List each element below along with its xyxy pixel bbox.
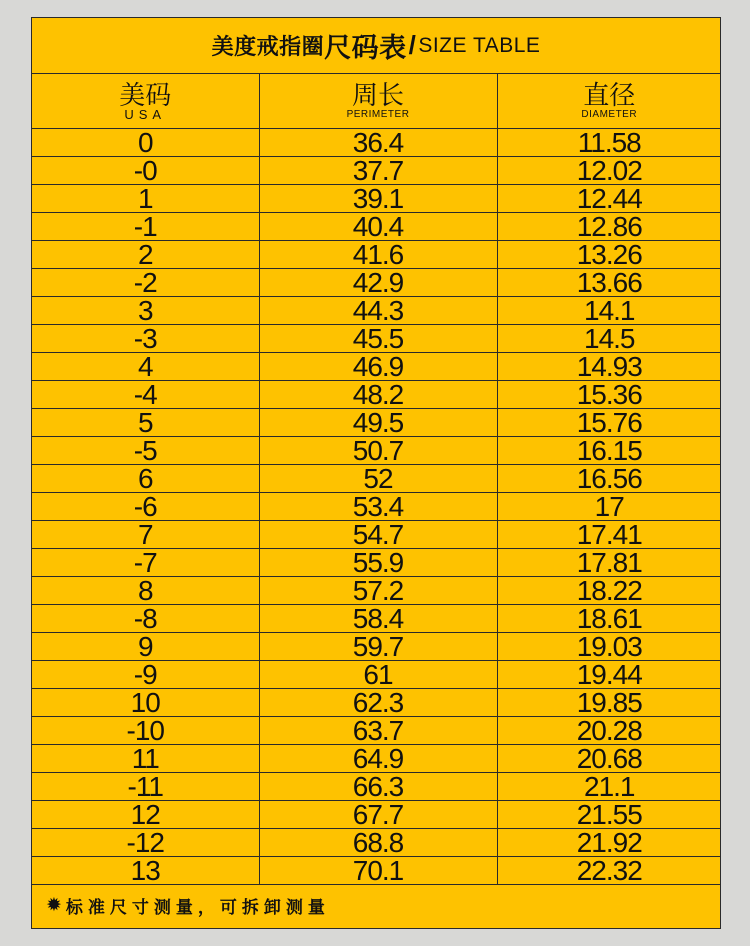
cell-usa-size: 10 [32,689,259,717]
cell-perimeter: 36.4 [259,129,497,157]
table-row [32,745,721,773]
header-usa-zh: 美码 [119,80,172,110]
cell-perimeter: 54.7 [259,521,497,549]
cell-diameter: 18.61 [497,605,721,633]
header-perimeter-en: PERIMETER [346,109,410,120]
cell-usa-size: 5 [32,409,259,437]
cell-usa-size: 3 [32,297,259,325]
cell-perimeter: 55.9 [259,549,497,577]
cell-diameter: 14.93 [497,353,721,381]
table-row [32,857,721,885]
cell-perimeter: 58.4 [259,605,497,633]
cell-diameter: 20.68 [497,745,721,773]
cell-usa-size: -2 [32,269,259,297]
cell-usa-size: 1 [32,185,259,213]
cell-usa-size: 2 [32,241,259,269]
cell-diameter: 17.41 [497,521,721,549]
cell-usa-size: -3 [32,325,259,353]
table-row [32,213,721,241]
cell-usa-size: -7 [32,549,259,577]
cell-perimeter: 61 [259,661,497,689]
cell-perimeter: 46.9 [259,353,497,381]
header-usa-en: USA [124,107,167,122]
cell-perimeter: 50.7 [259,437,497,465]
cell-diameter: 17 [497,493,721,521]
table-row [32,269,721,297]
table-row [32,829,721,857]
cell-perimeter: 53.4 [259,493,497,521]
table-row [32,689,721,717]
cell-perimeter: 37.7 [259,157,497,185]
title-slash: / [408,30,417,60]
cell-usa-size: -4 [32,381,259,409]
cell-usa-size: -5 [32,437,259,465]
footer-note [32,885,720,925]
cell-perimeter: 48.2 [259,381,497,409]
table-row [32,353,721,381]
cell-diameter: 12.44 [497,185,721,213]
title-main: 尺码表 [324,33,407,63]
table-row [32,297,721,325]
cell-usa-size: -12 [32,829,259,857]
table-row [32,493,721,521]
header-diameter-zh: 直径 [583,80,636,110]
cell-usa-size: -0 [32,157,259,185]
cell-diameter: 15.76 [497,409,721,437]
table-row [32,605,721,633]
table-row [32,521,721,549]
cell-perimeter: 67.7 [259,801,497,829]
title-prefix: 美度戒指圈 [211,34,325,59]
footer-note-text: 标准尺寸测量，可拆卸测量 [65,897,330,917]
table-row [32,661,721,689]
cell-diameter: 14.5 [497,325,721,353]
cell-perimeter: 59.7 [259,633,497,661]
cell-usa-size: 0 [32,129,259,157]
table-row [32,633,721,661]
cell-diameter: 13.66 [497,269,721,297]
cell-usa-size: 12 [32,801,259,829]
table-row [32,241,721,269]
table-row [32,185,721,213]
cell-usa-size: -9 [32,661,259,689]
cell-diameter: 19.44 [497,661,721,689]
header-diameter [497,74,721,129]
cell-perimeter: 39.1 [259,185,497,213]
cell-perimeter: 40.4 [259,213,497,241]
cell-usa-size: -8 [32,605,259,633]
cell-diameter: 21.92 [497,829,721,857]
asterisk-icon: ✹ [46,894,62,916]
cell-perimeter: 70.1 [259,857,497,885]
cell-usa-size: -10 [32,717,259,745]
cell-diameter: 21.1 [497,773,721,801]
cell-usa-size: -6 [32,493,259,521]
size-table [32,74,721,885]
cell-usa-size: -11 [32,773,259,801]
cell-diameter: 11.58 [497,129,721,157]
cell-perimeter: 41.6 [259,241,497,269]
cell-usa-size: 11 [32,745,259,773]
table-row [32,381,721,409]
cell-perimeter: 62.3 [259,689,497,717]
table-row [32,577,721,605]
header-perimeter-zh: 周长 [351,80,404,110]
header-diameter-en: DIAMETER [581,109,638,120]
table-row [32,409,721,437]
table-row [32,801,721,829]
cell-diameter: 17.81 [497,549,721,577]
cell-usa-size: 8 [32,577,259,605]
header-usa [32,74,259,129]
cell-diameter: 12.86 [497,213,721,241]
cell-diameter: 21.55 [497,801,721,829]
table-row [32,717,721,745]
cell-perimeter: 52 [259,465,497,493]
cell-perimeter: 68.8 [259,829,497,857]
cell-diameter: 13.26 [497,241,721,269]
table-row [32,129,721,157]
cell-usa-size: 7 [32,521,259,549]
cell-diameter: 20.28 [497,717,721,745]
table-row [32,325,721,353]
size-table-card [31,17,721,929]
cell-usa-size: 4 [32,353,259,381]
table-row [32,465,721,493]
cell-perimeter: 49.5 [259,409,497,437]
cell-diameter: 22.32 [497,857,721,885]
cell-perimeter: 57.2 [259,577,497,605]
size-rows [32,129,721,885]
table-row [32,157,721,185]
header-perimeter [259,74,497,129]
table-row [32,437,721,465]
cell-diameter: 18.22 [497,577,721,605]
cell-diameter: 19.85 [497,689,721,717]
cell-usa-size: 6 [32,465,259,493]
cell-diameter: 14.1 [497,297,721,325]
cell-usa-size: -1 [32,213,259,241]
cell-diameter: 16.15 [497,437,721,465]
table-row [32,773,721,801]
cell-perimeter: 42.9 [259,269,497,297]
cell-perimeter: 66.3 [259,773,497,801]
cell-perimeter: 44.3 [259,297,497,325]
table-row [32,549,721,577]
cell-usa-size: 9 [32,633,259,661]
cell-usa-size: 13 [32,857,259,885]
table-title [32,18,720,74]
cell-perimeter: 63.7 [259,717,497,745]
title-english: SIZE TABLE [418,33,541,57]
cell-diameter: 19.03 [497,633,721,661]
cell-diameter: 15.36 [497,381,721,409]
header-row [32,74,721,129]
cell-perimeter: 45.5 [259,325,497,353]
cell-perimeter: 64.9 [259,745,497,773]
cell-diameter: 16.56 [497,465,721,493]
cell-diameter: 12.02 [497,157,721,185]
